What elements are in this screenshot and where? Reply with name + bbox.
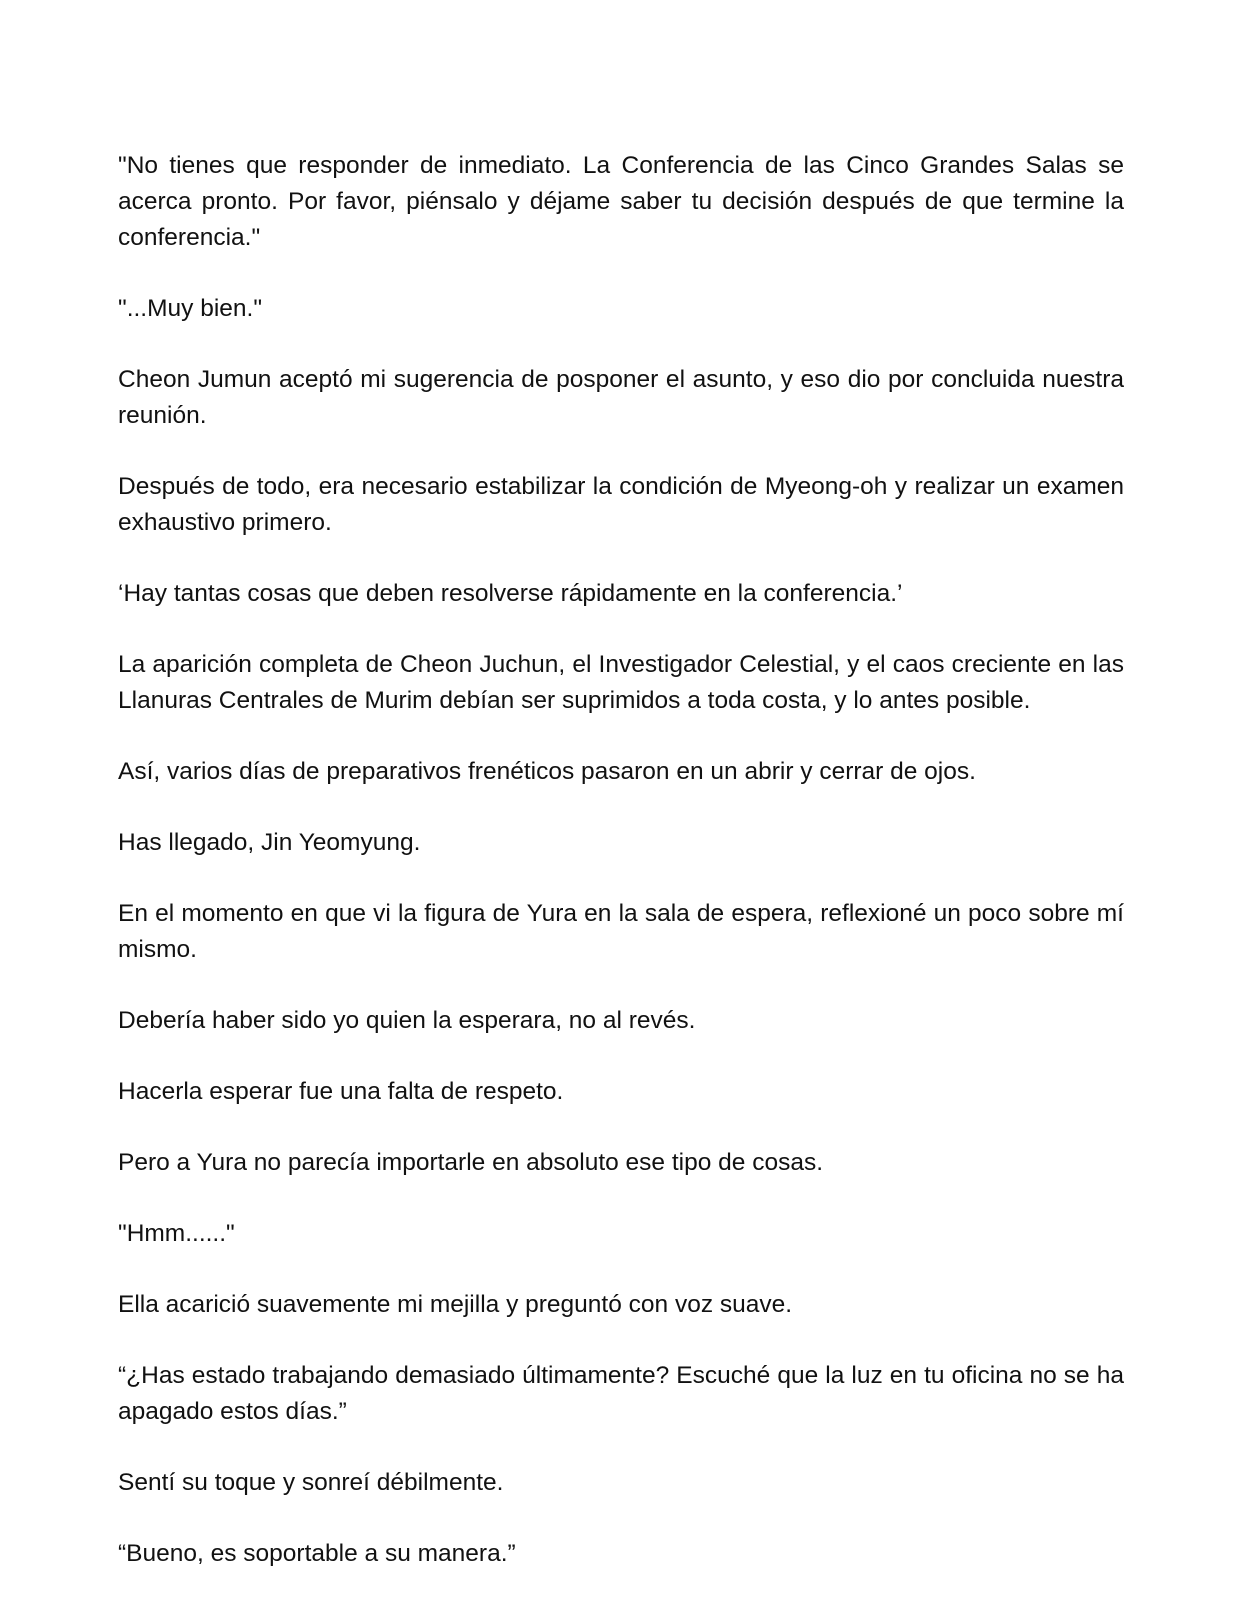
paragraph: Cheon Jumun aceptó mi sugerencia de posponer el asunto, y eso dio por concluida nuestra reunión. <box>118 366 1124 429</box>
paragraph: En el momento en que vi la figura de Yura en la sala de espera, reflexioné un poco sobre mí mismo. <box>118 900 1124 963</box>
paragraph: Hacerla esperar fue una falta de respeto. <box>118 1078 564 1105</box>
paragraph: "Hmm......" <box>118 1220 235 1247</box>
paragraph: Ella acarició suavemente mi mejilla y preguntó con voz suave. <box>118 1291 793 1318</box>
paragraph: Debería haber sido yo quien la esperara, no al revés. <box>118 1007 696 1034</box>
paragraph: Sentí su toque y sonreí débilmente. <box>118 1469 504 1496</box>
paragraph: Después de todo, era necesario estabilizar la condición de Myeong-oh y realizar un examen exhaustivo primero. <box>118 473 1124 536</box>
paragraph: Has llegado, Jin Yeomyung. <box>118 829 421 856</box>
paragraph: Pero a Yura no parecía importarle en absoluto ese tipo de cosas. <box>118 1149 824 1176</box>
paragraph: “¿Has estado trabajando demasiado últimamente? Escuché que la luz en tu oficina no se ha apagado estos días.” <box>118 1362 1124 1425</box>
document-body <box>118 148 1124 1572</box>
paragraph: ‘Hay tantas cosas que deben resolverse rápidamente en la conferencia.’ <box>118 580 903 607</box>
paragraph: La aparición completa de Cheon Juchun, el Investigador Celestial, y el caos creciente en las Llanuras Centrales de Murim debían ser suprimidos a toda costa, y lo antes posible. <box>118 651 1124 714</box>
paragraph: "No tienes que responder de inmediato. La Conferencia de las Cinco Grandes Salas se acerca pronto. Por favor, piénsalo y déjame saber tu decisión después de que termine la conferencia." <box>118 152 1124 251</box>
paragraph: Así, varios días de preparativos frenéticos pasaron en un abrir y cerrar de ojos. <box>118 758 976 785</box>
paragraph: “Bueno, es soportable a su manera.” <box>118 1540 516 1567</box>
paragraph: "...Muy bien." <box>118 295 263 322</box>
